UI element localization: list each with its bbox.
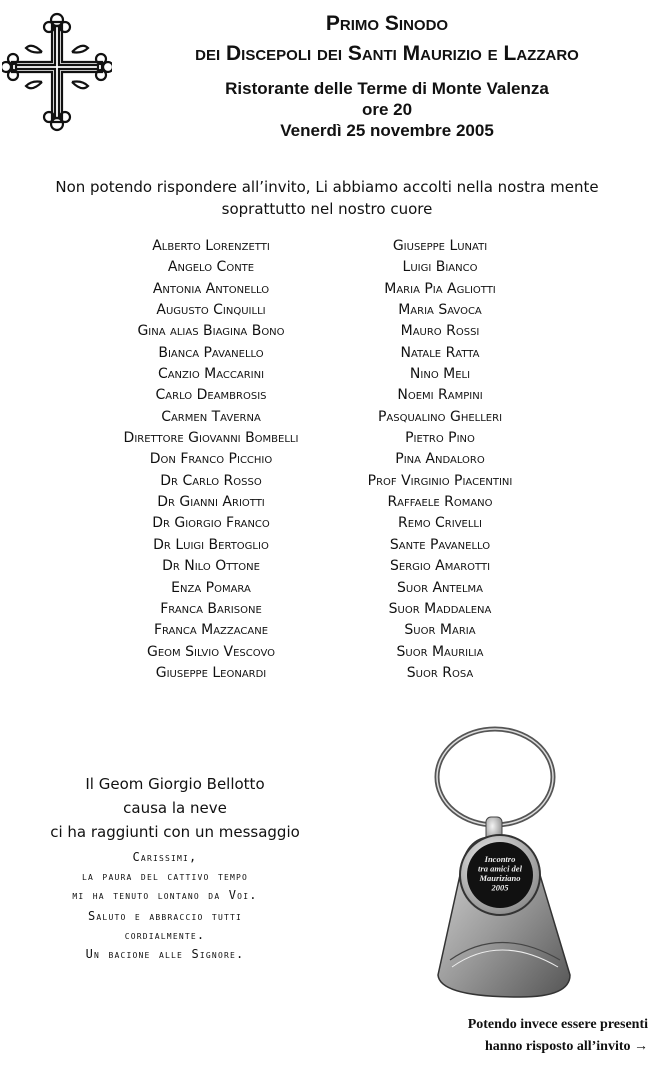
intro-line-1: Non potendo rispondere all’invito, Li abbiamo accolti nella nostra mente — [55, 178, 599, 196]
event-time: ore 20 — [361, 100, 413, 119]
guest-name: Carlo Deambrosis — [155, 387, 267, 404]
guest-name: Angelo Conte — [167, 259, 255, 276]
guest-name: Maria Pia Agliotti — [384, 280, 496, 297]
guest-name: Pietro Pino — [405, 430, 475, 447]
guest-name: Enza Pomara — [171, 579, 251, 596]
guest-name: Noemi Rampini — [397, 387, 483, 404]
guest-name: Geom Silvio Vescovo — [147, 643, 275, 660]
guest-name: Natale Ratta — [400, 344, 480, 361]
guest-name: Franca Barisone — [160, 600, 262, 617]
guest-name: Suor Antelma — [397, 579, 483, 596]
guest-name: Gina alias Biagina Bono — [137, 323, 285, 340]
guest-name: Alberto Lorenzetti — [152, 238, 270, 254]
guest-name: Giuseppe Lunati — [392, 238, 488, 254]
engraving-line: 2005 — [491, 882, 509, 893]
letter-line: cordialmente. — [124, 928, 206, 942]
guest-name: Bianca Pavanello — [158, 344, 264, 361]
letter-line: Saluto e abbraccio tutti — [87, 909, 243, 923]
letter-line: Carissimi, — [132, 850, 198, 864]
event-date: Venerdì 25 novembre 2005 — [280, 121, 494, 140]
guest-name: Giuseppe Leonardi — [155, 664, 267, 681]
letter-paragraph-1 — [0, 848, 330, 905]
guest-name: Suor Maurilia — [396, 643, 484, 660]
guest-name: Remo Crivelli — [398, 515, 482, 532]
keyring-photo — [420, 725, 610, 1005]
note-line-1: Il Geom Giorgio Bellotto — [85, 775, 265, 793]
intro-message — [0, 176, 654, 220]
guest-name: Canzio Maccarini — [157, 366, 265, 383]
guest-name: Sergio Amarotti — [389, 558, 491, 575]
engraving-line: tra amici del — [478, 863, 522, 874]
venue: Ristorante delle Terme di Monte Valenza — [225, 79, 549, 98]
note-line-3: ci ha raggiunti con un messaggio — [50, 823, 300, 841]
letter-line: Un bacione alle Signore. — [85, 947, 245, 961]
guest-name: Pina Andaloro — [395, 451, 485, 468]
guest-name: Pasqualino Ghelleri — [377, 408, 503, 425]
guest-name: Sante Pavanello — [389, 536, 491, 553]
title-line-1: Primo Sinodo — [325, 12, 449, 35]
guest-name: Raffaele Romano — [387, 494, 493, 511]
guest-name: Nino Meli — [409, 366, 471, 383]
guest-name: Direttore Giovanni Bombelli — [123, 430, 299, 447]
guest-name: Dr Giorgio Franco — [152, 515, 270, 532]
footer-line-1: Potendo invece essere presenti — [467, 1017, 648, 1032]
guest-name: Suor Maria — [404, 622, 476, 639]
guest-name: Luigi Bianco — [402, 259, 478, 276]
order-cross-logo — [2, 12, 112, 132]
guest-name: Dr Luigi Bertoglio — [153, 536, 269, 553]
footer-line-2: hanno risposto all’invito → — [485, 1039, 648, 1054]
letter-paragraph-2 — [0, 907, 330, 964]
bellotto-note — [30, 772, 320, 844]
guest-name: Don Franco Picchio — [149, 451, 273, 468]
guest-name: Maria Savoca — [398, 302, 482, 319]
guest-name: Dr Carlo Rosso — [160, 472, 262, 489]
guest-name: Augusto Cinquilli — [156, 302, 266, 319]
guest-name: Franca Mazzacane — [153, 622, 269, 639]
guest-name: Carmen Taverna — [161, 408, 261, 425]
guest-name: Mauro Rossi — [400, 323, 480, 340]
engraving-line: Incontro — [484, 854, 516, 864]
guest-name: Dr Gianni Ariotti — [157, 494, 265, 511]
names-column-right — [305, 236, 575, 684]
engraving-line: Mauriziano — [479, 873, 521, 883]
guest-name: Prof Virginio Piacentini — [367, 472, 513, 489]
guest-name: Antonia Antonello — [152, 280, 270, 297]
guest-name: Dr Nilo Ottone — [162, 558, 260, 575]
intro-line-2: soprattutto nel nostro cuore — [221, 200, 433, 218]
letter-line: mi ha tenuto lontano da Voi. — [72, 888, 258, 902]
title-line-2: dei Discepoli dei Santi Maurizio e Lazzaro — [195, 42, 579, 65]
note-line-2: causa la neve — [123, 799, 227, 817]
letter-line: la paura del cattivo tempo — [81, 869, 249, 883]
guest-name: Suor Maddalena — [388, 600, 492, 617]
guest-name: Suor Rosa — [406, 664, 474, 681]
